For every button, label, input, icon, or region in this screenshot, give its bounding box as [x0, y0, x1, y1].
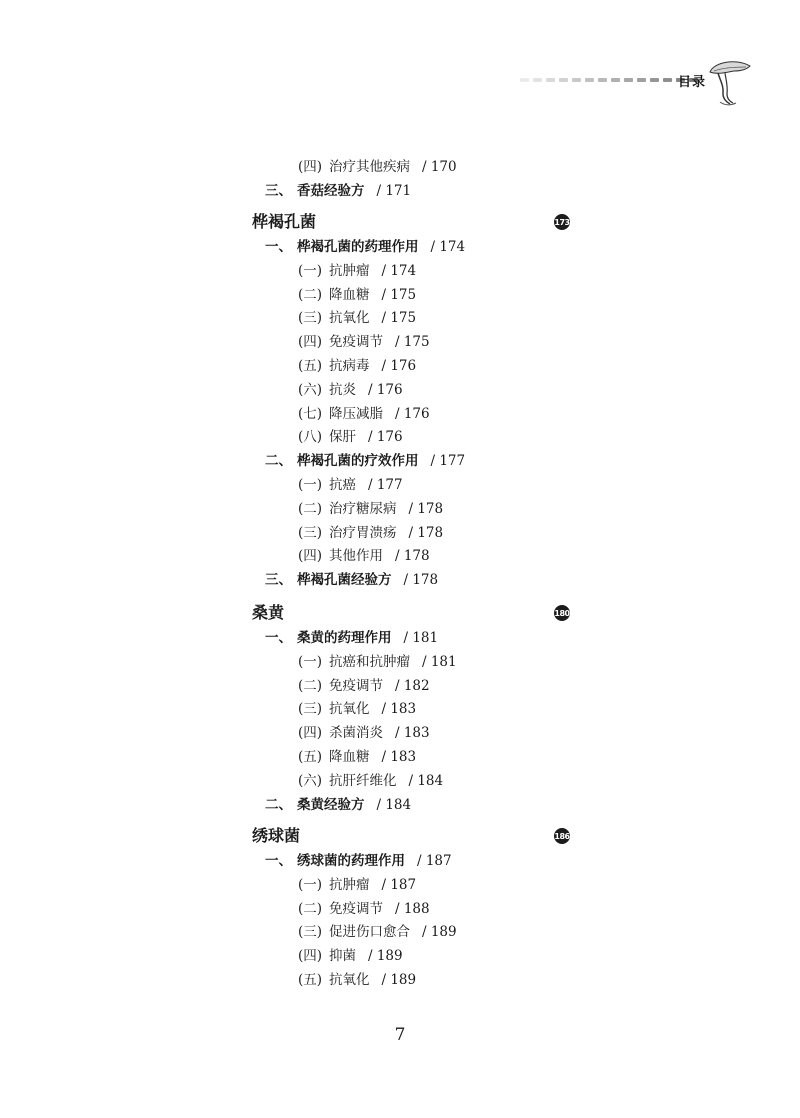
chapter-page-badge: 186 [554, 828, 570, 844]
chapter-page-badge: 173 [554, 214, 570, 230]
entry-number: (六) [298, 381, 323, 398]
header-dash [637, 78, 646, 82]
entry-page: / 188 [395, 900, 430, 917]
entry-number: (四) [298, 334, 323, 351]
toc-subsection-entry[interactable] [298, 357, 416, 375]
entry-label: 抗肝纤维化 [329, 772, 397, 789]
toc-section-entry[interactable] [265, 852, 452, 870]
header-title: 目录 [678, 75, 707, 90]
header-dash [663, 78, 672, 82]
entry-number: (四) [298, 725, 323, 742]
entry-number: 一、 [265, 853, 292, 869]
toc-subsection-entry[interactable] [298, 428, 403, 446]
toc-subsection-entry[interactable] [298, 772, 443, 790]
toc-subsection-entry[interactable] [298, 748, 416, 766]
entry-page: / 174 [430, 239, 466, 255]
entry-page: / 189 [381, 972, 417, 988]
entry-label: 抗病毒 [329, 358, 370, 374]
header-dash [650, 78, 659, 82]
entry-label: 免疫调节 [329, 334, 383, 351]
entry-page: / 176 [368, 429, 403, 446]
header-dash [533, 78, 542, 82]
entry-label: 香菇经验方 [297, 182, 365, 199]
toc-subsection-entry[interactable] [298, 547, 430, 565]
header-dash [559, 78, 568, 82]
entry-label: 抑菌 [329, 948, 356, 965]
toc-section-entry[interactable] [265, 452, 465, 470]
header-dash [585, 78, 594, 82]
entry-label: 抗氧化 [329, 310, 370, 327]
entry-page: / 175 [381, 286, 417, 303]
entry-number: (一) [298, 653, 323, 670]
entry-number: (八) [298, 429, 323, 446]
entry-label: 抗肿瘤 [329, 262, 370, 279]
entry-number: (七) [298, 405, 323, 422]
entry-page: / 171 [376, 182, 412, 199]
toc-subsection-entry[interactable] [298, 158, 457, 176]
entry-number: (一) [298, 876, 323, 893]
toc-subsection-entry[interactable] [298, 724, 430, 742]
entry-page: / 183 [395, 725, 430, 742]
entry-page: / 181 [422, 653, 457, 670]
entry-number: (三) [298, 524, 323, 541]
entry-number: (三) [298, 310, 323, 327]
entry-label: 治疗其他疾病 [329, 159, 410, 175]
entry-number: 一、 [265, 239, 292, 255]
entry-page: / 181 [403, 630, 439, 646]
page-number: 7 [394, 1025, 406, 1045]
entry-number: (五) [298, 749, 323, 765]
entry-label: 抗癌 [329, 477, 356, 493]
header-dash [520, 78, 529, 82]
running-header [520, 58, 780, 108]
entry-number: 一、 [265, 630, 292, 646]
toc-subsection-entry[interactable] [298, 262, 416, 280]
entry-page: / 183 [381, 749, 417, 765]
entry-number: (三) [298, 701, 323, 718]
toc-subsection-entry[interactable] [298, 333, 430, 351]
entry-number: (六) [298, 772, 323, 789]
entry-label: 保肝 [329, 429, 356, 446]
toc-subsection-entry[interactable] [298, 524, 443, 542]
entry-number: (四) [298, 159, 323, 175]
entry-page: / 178 [395, 548, 430, 565]
toc-subsection-entry[interactable] [298, 677, 430, 695]
toc-subsection-entry[interactable] [298, 405, 430, 423]
entry-page: / 175 [395, 334, 430, 351]
entry-number: (一) [298, 262, 323, 279]
entry-page: / 187 [417, 853, 452, 869]
entry-label: 治疗胃溃疡 [329, 524, 397, 541]
chapter-page-badge: 180 [554, 605, 570, 621]
entry-label: 降血糖 [329, 286, 370, 303]
entry-label: 免疫调节 [329, 677, 383, 694]
entry-label: 桑黄的药理作用 [297, 630, 392, 646]
toc-subsection-entry[interactable] [298, 923, 457, 941]
entry-label: 桑黄经验方 [297, 796, 365, 813]
entry-label: 抗氧化 [329, 972, 370, 988]
toc-subsection-entry[interactable] [298, 286, 416, 304]
entry-number: (五) [298, 358, 323, 374]
entry-page: / 183 [381, 701, 417, 718]
toc-subsection-entry[interactable] [298, 700, 416, 718]
mushroom-icon [706, 58, 754, 108]
entry-page: / 182 [395, 677, 430, 694]
entry-page: / 187 [381, 876, 417, 893]
chapter-title[interactable]: 绣球菌 [252, 826, 301, 845]
entry-number: (一) [298, 477, 323, 493]
header-dash [572, 78, 581, 82]
toc-section-entry[interactable] [265, 238, 465, 256]
entry-label: 桦褐孔菌的药理作用 [297, 239, 419, 255]
chapter-title[interactable]: 桦褐孔菌 [252, 212, 317, 231]
entry-number: (二) [298, 500, 323, 517]
entry-label: 杀菌消炎 [329, 725, 383, 742]
entry-page: / 174 [381, 262, 417, 279]
toc-section-entry[interactable] [265, 629, 438, 647]
entry-page: / 189 [368, 948, 403, 965]
header-dash [611, 78, 620, 82]
toc-subsection-entry[interactable] [298, 500, 443, 518]
entry-label: 抗癌和抗肿瘤 [329, 653, 410, 670]
toc-subsection-entry[interactable] [298, 971, 416, 989]
entry-page: / 177 [368, 477, 403, 493]
entry-label: 抗炎 [329, 381, 356, 398]
toc-subsection-entry[interactable] [298, 947, 403, 965]
entry-page: / 178 [403, 572, 439, 589]
entry-label: 桦褐孔菌经验方 [297, 572, 392, 589]
toc-subsection-entry[interactable] [298, 309, 416, 327]
entry-number: (四) [298, 948, 323, 965]
toc-subsection-entry[interactable] [298, 476, 403, 494]
header-dash [598, 78, 607, 82]
entry-label: 降压减脂 [329, 405, 383, 422]
toc-section-entry[interactable] [265, 182, 411, 200]
entry-page: / 176 [381, 358, 417, 374]
entry-number: (二) [298, 286, 323, 303]
toc-subsection-entry[interactable] [298, 381, 403, 399]
entry-label: 绣球菌的药理作用 [297, 853, 405, 869]
entry-number: (二) [298, 900, 323, 917]
entry-number: (四) [298, 548, 323, 565]
entry-label: 抗氧化 [329, 701, 370, 718]
toc-subsection-entry[interactable] [298, 876, 416, 894]
entry-label: 免疫调节 [329, 900, 383, 917]
entry-page: / 178 [408, 524, 444, 541]
entry-label: 桦褐孔菌的疗效作用 [297, 453, 419, 470]
entry-number: 三、 [265, 182, 292, 199]
entry-label: 其他作用 [329, 548, 383, 565]
entry-page: / 176 [395, 405, 430, 422]
entry-number: 二、 [265, 796, 292, 813]
header-dash-rule [520, 78, 698, 82]
entry-page: / 184 [408, 772, 444, 789]
entry-page: / 175 [381, 310, 417, 327]
toc-section-entry[interactable] [265, 571, 438, 589]
toc-subsection-entry[interactable] [298, 653, 457, 671]
entry-page: / 184 [376, 796, 412, 813]
entry-label: 促进伤口愈合 [329, 924, 410, 941]
entry-number: 三、 [265, 572, 292, 589]
entry-page: / 177 [430, 453, 466, 470]
entry-label: 降血糖 [329, 749, 370, 765]
entry-label: 抗肿瘤 [329, 876, 370, 893]
entry-number: (二) [298, 677, 323, 694]
entry-page: / 178 [408, 500, 444, 517]
header-dash [624, 78, 633, 82]
chapter-title[interactable]: 桑黄 [252, 603, 285, 622]
entry-label: 治疗糖尿病 [329, 500, 397, 517]
header-dash [546, 78, 555, 82]
entry-number: (三) [298, 924, 323, 941]
entry-number: 二、 [265, 453, 292, 470]
entry-page: / 170 [422, 159, 457, 175]
entry-page: / 176 [368, 381, 403, 398]
entry-page: / 189 [422, 924, 457, 941]
entry-number: (五) [298, 972, 323, 988]
toc-section-entry[interactable] [265, 796, 411, 814]
toc-subsection-entry[interactable] [298, 900, 430, 918]
